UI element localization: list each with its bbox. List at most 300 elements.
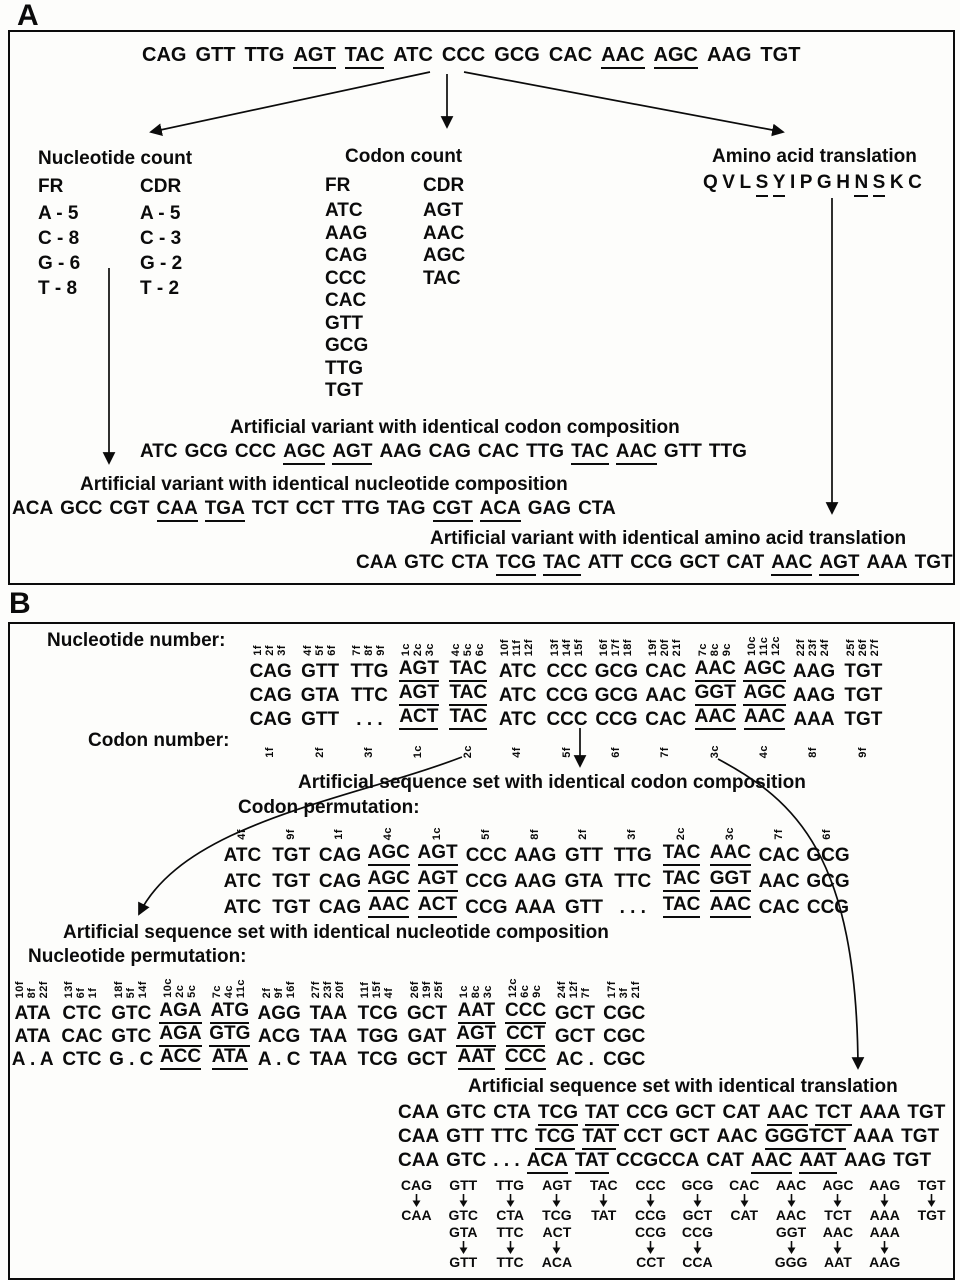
position-label: 7f — [772, 829, 785, 840]
codon-slot — [8, 1023, 57, 1047]
codon-substitution-map — [393, 1177, 955, 1271]
nucleotide-number-row — [246, 624, 888, 656]
label-group-slot — [107, 964, 156, 998]
codon-slot — [755, 894, 804, 918]
map-codon: CAG — [400, 1177, 432, 1193]
position-label: 4c — [449, 642, 462, 656]
position-label: 12f — [568, 980, 581, 998]
codon: CCC — [234, 441, 277, 462]
nucleotide-set-title: Artificial sequence set with identical nucleotide composition — [63, 922, 609, 943]
nucleotide-permutation-row — [8, 964, 649, 998]
label-group-slot — [8, 964, 57, 998]
nucleotide-count-cdr-list — [140, 201, 182, 301]
codon: AAG — [514, 871, 557, 892]
down-arrow-icon — [533, 1194, 580, 1207]
codon-slot — [462, 842, 511, 866]
codon: GCT — [406, 1003, 448, 1024]
codon: TAA — [309, 1026, 348, 1047]
map-codon: GTT — [449, 1254, 478, 1270]
codon: GCT — [675, 1102, 716, 1123]
position-label: 11c — [758, 636, 771, 656]
position-label: 1f — [333, 829, 346, 840]
codon: A . A — [11, 1049, 54, 1070]
label-group — [253, 645, 288, 656]
codon: AGC — [743, 658, 785, 682]
position-label: 6f — [325, 645, 338, 656]
position-label: 1c — [457, 984, 470, 998]
codon-slot — [254, 1046, 303, 1070]
codon-slot — [560, 894, 609, 918]
codon-slot — [641, 682, 690, 706]
codon: CAA — [398, 1150, 440, 1171]
codon: TAC — [663, 842, 701, 866]
nucleotide-number-label: Nucleotide number: — [47, 630, 226, 651]
codon-slot — [550, 1046, 599, 1070]
codon: CAC — [758, 897, 800, 918]
label-group — [846, 639, 881, 656]
codon-slot — [560, 842, 609, 866]
down-arrow-icon — [627, 1194, 674, 1207]
codon-slot — [267, 894, 316, 918]
position-label: 1f — [264, 747, 277, 758]
position-label: 25f — [432, 980, 445, 998]
codon-slot — [8, 1000, 57, 1024]
codon: . . . — [493, 1150, 520, 1171]
label-group — [360, 981, 395, 998]
label-group-slot — [394, 624, 443, 656]
label-group — [163, 978, 198, 998]
map-codon: AAC — [775, 1177, 807, 1193]
codon: CAC — [477, 441, 520, 462]
position-label: 8c — [708, 642, 721, 656]
codon: CCG — [545, 685, 589, 706]
label-slot — [462, 808, 511, 840]
codon: TGT — [272, 897, 311, 918]
codon: AGT — [456, 1023, 496, 1047]
codon: CAC — [61, 1026, 103, 1047]
codon-slot — [550, 1023, 599, 1047]
codon: AGT — [819, 552, 859, 576]
codon: ATC — [393, 44, 433, 66]
codon-slot — [804, 842, 853, 866]
map-codon: AGC — [822, 1177, 854, 1193]
codon: CTA — [578, 498, 616, 519]
codon-slot — [205, 1046, 254, 1070]
count-item: GTT — [325, 312, 363, 334]
codon-slot — [316, 842, 365, 866]
codon-slot — [267, 868, 316, 892]
codon-slot — [706, 868, 755, 892]
codon-slot — [156, 1046, 205, 1070]
codon: AC . — [555, 1049, 594, 1070]
position-label: 2c — [675, 826, 688, 840]
codon-slot — [789, 658, 838, 682]
codon: GCT — [554, 1003, 595, 1024]
map-codon: CCG — [635, 1224, 667, 1240]
codon: . . . — [619, 897, 646, 918]
codon-slot — [345, 682, 394, 706]
codon-slot — [657, 842, 706, 866]
label-slot — [560, 808, 609, 840]
codon: GCG — [184, 441, 228, 462]
translation-set-sequence-3 — [398, 1150, 931, 1172]
position-label: 24f — [819, 638, 832, 656]
position-label: 6f — [609, 747, 622, 758]
position-label: 17f — [605, 980, 618, 998]
position-label: 17f — [609, 638, 622, 656]
position-label: 12f — [523, 638, 536, 656]
codon-slot — [608, 894, 657, 918]
codon: AAG — [706, 44, 752, 66]
codon: TAC — [543, 552, 581, 576]
codon: AAG — [514, 845, 557, 866]
codon: AAA — [866, 552, 908, 573]
codon: . . . — [356, 709, 383, 730]
label-slot — [295, 726, 344, 758]
label-slot — [246, 726, 295, 758]
map-codon: TGT — [917, 1207, 946, 1223]
position-label: 1c — [412, 744, 425, 758]
codon-slot — [246, 658, 295, 682]
position-label: 15f — [572, 638, 585, 656]
codon: CAT — [722, 1102, 761, 1123]
position-label: 9f — [284, 829, 297, 840]
codon: AAT — [458, 1046, 496, 1070]
nucleotide-count-fr-header: FR — [38, 176, 64, 197]
codon-slot — [444, 658, 493, 682]
codon: AAC — [645, 685, 687, 706]
codon: AAC — [710, 842, 751, 866]
codon-slot — [267, 842, 316, 866]
count-item: TAC — [423, 267, 461, 289]
codon: CCC — [505, 1046, 546, 1070]
position-label: 22f — [795, 638, 808, 656]
label-slot — [839, 726, 888, 758]
codon-slot — [413, 842, 462, 866]
label-slot — [345, 726, 394, 758]
count-item: T - 2 — [140, 278, 180, 299]
codon: TTG — [526, 441, 565, 462]
label-group — [607, 981, 642, 998]
position-label: 12c — [507, 978, 520, 998]
label-group-slot — [600, 964, 649, 998]
codon: TGT — [272, 845, 311, 866]
codon-count-cdr-header: CDR — [423, 175, 465, 196]
translation-set-sequence-1 — [398, 1102, 945, 1124]
map-codon: ACT — [542, 1224, 572, 1240]
map-codon: AAC — [822, 1224, 854, 1240]
variant-codon-title: Artificial variant with identical codon composition — [230, 417, 680, 438]
codon: GGGTCT — [765, 1126, 846, 1150]
label-group — [796, 639, 831, 656]
codon: AAA — [852, 1126, 895, 1147]
codon: CAT — [706, 1150, 745, 1171]
codon: TTG — [613, 845, 652, 866]
label-group — [303, 645, 338, 656]
codon: AAT — [799, 1150, 837, 1174]
label-group-slot — [550, 964, 599, 998]
codon: CAG — [249, 709, 292, 730]
codon: GTT — [446, 1126, 485, 1147]
codon-slot — [57, 1023, 106, 1047]
label-group — [262, 981, 297, 998]
map-codon: AAG — [869, 1254, 901, 1270]
codon: AGA — [159, 1000, 201, 1024]
codon: AAC — [751, 1150, 792, 1174]
codon-slot — [600, 1023, 649, 1047]
down-arrow-icon — [861, 1194, 908, 1207]
label-group-slot — [839, 624, 888, 656]
codon: AGC — [654, 44, 698, 69]
position-label: 9f — [272, 987, 285, 998]
codon: AAC — [767, 1102, 808, 1126]
codon: CTC — [62, 1003, 102, 1024]
codon: TCG — [538, 1102, 578, 1126]
position-label: 26f — [408, 980, 421, 998]
label-slot — [542, 726, 591, 758]
down-arrow-icon — [721, 1194, 768, 1207]
down-arrow-icon — [440, 1241, 487, 1254]
codon: TCG — [496, 552, 536, 576]
amino-acid-letter: G — [816, 172, 832, 193]
position-label: 4c — [223, 984, 236, 998]
codon: ATT — [587, 552, 624, 573]
amino-acid-letter: N — [854, 172, 868, 197]
codon-slot — [641, 658, 690, 682]
variant-nucleotide-title: Artificial variant with identical nucleotide composition — [80, 474, 568, 495]
count-item: AAG — [325, 222, 368, 244]
codon-slot — [608, 842, 657, 866]
nucleotide-count-cdr-header: CDR — [140, 176, 182, 197]
codon: TAC — [449, 706, 487, 730]
codon: TGT — [760, 44, 801, 66]
position-label: 3f — [362, 747, 375, 758]
count-item: TGT — [325, 380, 363, 401]
position-label: 11c — [235, 978, 248, 998]
position-label: 8f — [807, 747, 820, 758]
codon: AAC — [695, 658, 736, 682]
label-group-slot — [493, 624, 542, 656]
codon: CAC — [548, 44, 593, 66]
map-codon: GTA — [448, 1224, 478, 1240]
codon: TTC — [351, 685, 388, 706]
codon: GCG — [806, 845, 850, 866]
map-codon: AAT — [824, 1254, 852, 1270]
codon-slot — [542, 682, 591, 706]
panel-b-label: B — [9, 587, 31, 620]
label-group-slot — [246, 624, 295, 656]
codon: GCT — [554, 1026, 595, 1047]
position-label: 24f — [556, 980, 569, 998]
codon-slot — [205, 1023, 254, 1047]
codon-permutation-label: Codon permutation: — [238, 797, 420, 818]
position-label: 1c — [431, 826, 444, 840]
codon: AAA — [859, 1102, 901, 1123]
codon-slot — [592, 682, 641, 706]
down-arrow-icon — [627, 1241, 674, 1254]
codon-slot — [560, 868, 609, 892]
position-label: 2c — [174, 984, 187, 998]
label-slot — [218, 808, 267, 840]
amino-acid-letter: C — [908, 172, 922, 193]
label-group — [500, 639, 535, 656]
codon: GTT — [301, 661, 340, 682]
label-group — [557, 981, 592, 998]
codon-slot — [107, 1046, 156, 1070]
down-arrow-icon — [674, 1194, 721, 1207]
position-label: 9f — [374, 645, 387, 656]
map-codon: AGT — [542, 1177, 572, 1193]
codon: CCG — [806, 897, 850, 918]
codon: AAC — [368, 894, 409, 918]
codon-slot — [839, 682, 888, 706]
codon-slot — [156, 1000, 205, 1024]
label-group — [698, 643, 733, 656]
position-label: 3f — [626, 829, 639, 840]
label-group-slot — [789, 624, 838, 656]
map-codon: CAT — [730, 1207, 759, 1223]
codon: TAC — [663, 868, 701, 892]
codon: TGT — [907, 1102, 946, 1123]
sequence-row-1 — [246, 658, 888, 682]
codon: CAG — [318, 897, 362, 918]
variant-nucleotide-sequence — [12, 498, 616, 520]
codon: CCG — [626, 1102, 669, 1123]
count-item: AGT — [423, 200, 464, 221]
map-codon: TAT — [591, 1207, 617, 1223]
codon: ACA — [527, 1150, 568, 1174]
codon: ATC — [498, 661, 537, 682]
codon-slot — [402, 1023, 451, 1047]
label-group-slot — [295, 624, 344, 656]
label-slot — [641, 726, 690, 758]
down-arrow-icon — [487, 1194, 534, 1207]
codon: CCC — [546, 661, 588, 682]
label-group-slot — [353, 964, 402, 998]
map-codon: GGG — [774, 1254, 808, 1270]
codon: AAC — [771, 552, 812, 576]
amino-acid-letter: P — [799, 172, 813, 193]
codon-slot — [8, 1046, 57, 1070]
position-label: 5f — [560, 747, 573, 758]
down-arrow-icon — [814, 1194, 861, 1207]
down-arrow-icon — [861, 1241, 908, 1254]
position-label: 13f — [63, 980, 76, 998]
codon: TAT — [575, 1150, 609, 1174]
codon-slot — [316, 868, 365, 892]
codon: AAA — [514, 897, 556, 918]
codon-count-title: Codon count — [345, 146, 463, 167]
codon-number-row — [246, 726, 888, 758]
codon-slot — [592, 658, 641, 682]
codon-slot — [789, 682, 838, 706]
label-slot — [364, 808, 413, 840]
map-codon: GGT — [775, 1224, 807, 1240]
position-label: 3f — [617, 987, 630, 998]
variant-codon-sequence — [140, 441, 747, 463]
codon: ATC — [140, 441, 178, 462]
codon-slot — [353, 1046, 402, 1070]
translation-set-sequence-2 — [398, 1126, 939, 1148]
codon: TTG — [708, 441, 747, 462]
codon: CCG — [465, 871, 508, 892]
codon: AAA — [793, 709, 835, 730]
map-codon: GTC — [448, 1207, 479, 1223]
codon: TTC — [491, 1126, 529, 1147]
nucleotide-set-sequence-3 — [8, 1046, 649, 1070]
codon: AGG — [257, 1003, 301, 1024]
codon-slot — [452, 1023, 501, 1047]
codon-slot — [295, 658, 344, 682]
label-group — [451, 643, 486, 656]
codon: GTC — [446, 1150, 487, 1171]
position-label: 26f — [856, 638, 869, 656]
codon: CCGCCA — [615, 1150, 700, 1171]
codon: GCG — [806, 871, 850, 892]
label-group — [114, 981, 149, 998]
label-slot — [511, 808, 560, 840]
position-label: 14f — [136, 980, 149, 998]
down-arrow-icon — [487, 1241, 534, 1254]
position-label: 19f — [420, 980, 433, 998]
codon: TCG — [357, 1049, 398, 1070]
position-label: 21f — [629, 980, 642, 998]
count-item: CCC — [325, 267, 367, 289]
label-group-slot — [345, 624, 394, 656]
codon-slot — [600, 1046, 649, 1070]
codon-slot — [304, 1046, 353, 1070]
codon-slot — [364, 868, 413, 892]
codon-slot — [205, 1000, 254, 1024]
codon-slot — [156, 1023, 205, 1047]
codon-slot — [452, 1046, 501, 1070]
codon: CAA — [356, 552, 398, 573]
codon: TGT — [844, 709, 883, 730]
position-label: 5c — [461, 642, 474, 656]
codon: TAT — [585, 1102, 619, 1126]
codon: TAA — [309, 1003, 348, 1024]
position-label: 4f — [235, 829, 248, 840]
codon: AGT — [418, 868, 458, 892]
position-label: 7c — [211, 984, 224, 998]
position-label: 6f — [821, 829, 834, 840]
codon: CAG — [428, 441, 471, 462]
codon-slot — [511, 842, 560, 866]
codon: GTT — [663, 441, 702, 462]
position-label: 11f — [359, 981, 372, 998]
codon: CCT — [295, 498, 335, 519]
map-codon: TGT — [917, 1177, 946, 1193]
down-arrow-icon — [393, 1194, 440, 1207]
position-label: 25f — [844, 638, 857, 656]
codon-slot — [740, 682, 789, 706]
codon: ATA — [14, 1003, 51, 1024]
map-codon: TTG — [496, 1177, 525, 1193]
label-slot — [789, 726, 838, 758]
codon: CCT — [623, 1126, 663, 1147]
variant-translation-sequence — [356, 552, 953, 574]
label-slot — [740, 726, 789, 758]
codon-slot — [304, 1000, 353, 1024]
position-label: 21f — [671, 638, 684, 656]
amino-acid-letter: K — [889, 172, 904, 193]
codon: ACA — [12, 498, 54, 519]
nucleotide-permutation-label: Nucleotide permutation: — [28, 946, 247, 967]
codon: GCT — [679, 552, 720, 573]
codon-slot — [452, 1000, 501, 1024]
map-codon: AAG — [869, 1177, 901, 1193]
codon: TCT — [815, 1102, 852, 1126]
